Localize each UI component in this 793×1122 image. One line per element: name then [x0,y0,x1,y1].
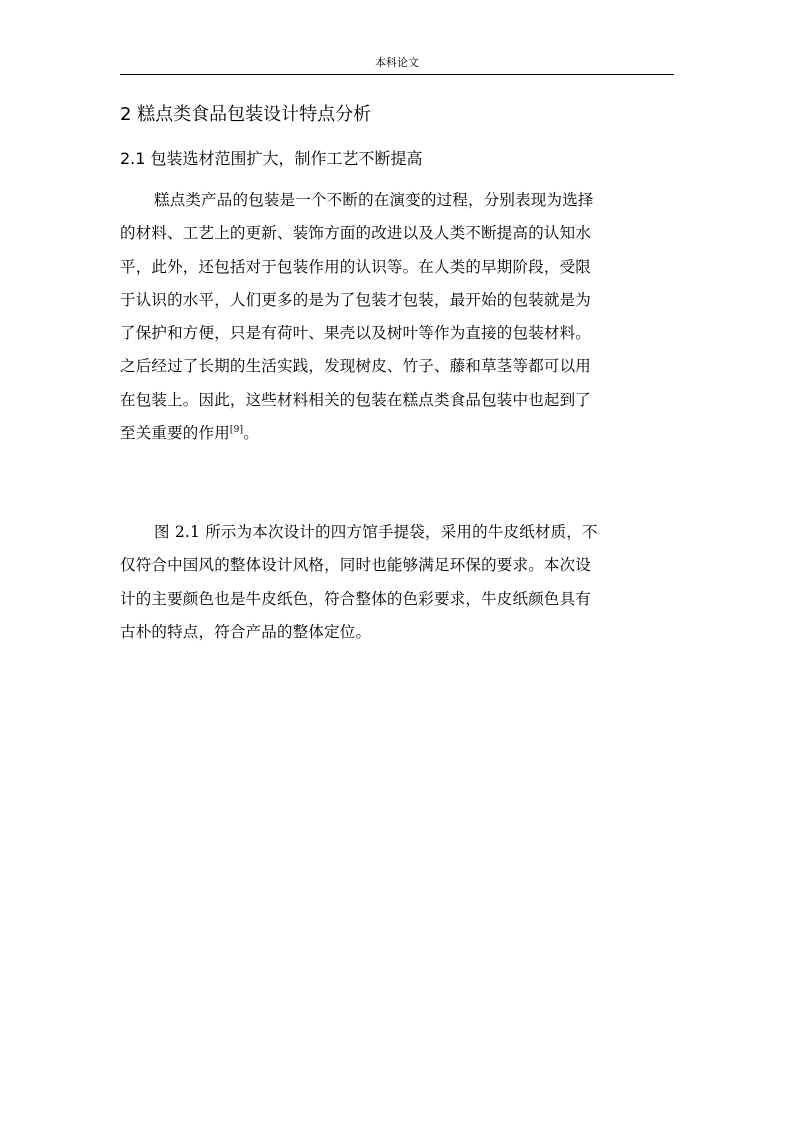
paragraph-2 [120,516,676,649]
paragraph-line: 的材料、工艺上的更新、装饰方面的改进以及人类不断提高的认知水 [120,224,592,243]
subsection-heading: 2.1 包装选材范围扩大，制作工艺不断提高 [120,149,423,168]
paragraph-line: 图 2.1 所示为本次设计的四方馆手提袋，采用的牛皮纸材质，不 [154,523,598,541]
running-header: 本科论文 [375,56,419,69]
paragraph-line: 仅符合中国风的整体设计风格，同时也能够满足环保的要求。本次设 [120,556,592,575]
paragraph-1 [120,184,676,450]
header-rule [120,74,674,75]
paragraph-line: 于认识的水平，人们更多的是为了包装才包装，最开始的包装就是为 [120,290,592,309]
citation-reference[interactable]: [9] [229,424,244,435]
paragraph-line: 古朴的特点，符合产品的整体定位。 [120,622,372,641]
paragraph-last-line [120,417,676,450]
section-heading: 2 糕点类食品包装设计特点分析 [120,104,372,125]
paragraph-line: 计的主要颜色也是牛皮纸色，符合整体的色彩要求，牛皮纸颜色具有 [120,589,592,608]
paragraph-line: 之后经过了长期的生活实践，发现树皮、竹子、藤和草茎等都可以用 [120,357,592,376]
paragraph-line: 在包装上。因此，这些材料相关的包装在糕点类食品包装中也起到了 [120,390,592,409]
paragraph-line: 了保护和方便，只是有荷叶、果壳以及树叶等作为直接的包装材料。 [120,324,592,343]
paragraph-line-text: 至关重要的作用 [120,424,230,443]
paragraph-line: 糕点类产品的包装是一个不断的在演变的过程，分别表现为选择 [154,191,594,209]
paragraph-line: 平，此外，还包括对于包装作用的认识等。在人类的早期阶段，受限 [120,257,592,276]
paragraph-line-ending: 。 [243,424,259,443]
